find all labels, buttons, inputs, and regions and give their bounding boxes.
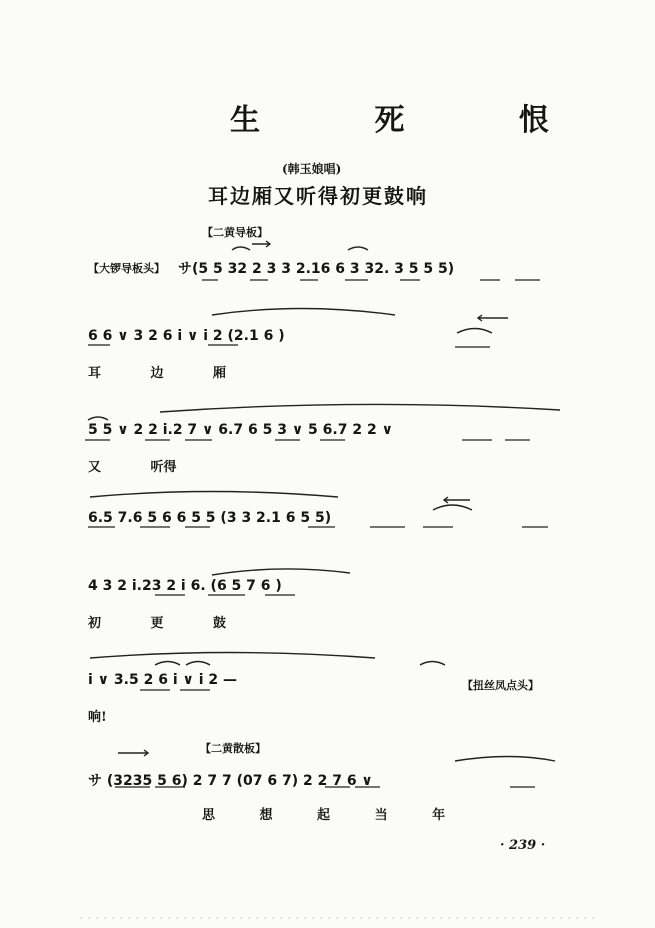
staff-line-7-lyrics: 思 想 起 当 年: [202, 808, 446, 823]
tempo-mark-erhuang-daoban: 【二黄导板】: [202, 226, 268, 239]
staff-line-4-notes: 6.5 7.6 5 6 6 5 5 (3 3 2.1 6 5 5): [88, 510, 332, 526]
staff-line-3-notes: 5 5 ∨ 2 2 i.2 7 ∨ 6.7 6 5 3 ∨ 5 6.7 2 2 ∨: [88, 422, 393, 438]
staff-line-5-notes: 4 3 2 i.23 2 i 6. (6 5 7 6 ): [88, 578, 282, 594]
page-number: · 239 ·: [500, 838, 546, 853]
tempo-mark-da-luo-daoban-tou: 【大锣导板头】: [88, 262, 165, 275]
first-line-title: 耳边厢又听得初更鼓响: [208, 184, 428, 208]
page-title: 生 死 恨: [230, 103, 601, 138]
tempo-mark-erhuang-sanban: 【二黄散板】: [200, 742, 266, 755]
staff-line-3-lyrics: 又 听得: [88, 460, 177, 475]
staff-line-7-notes: サ (3235 5 6) 2 7 7 (07 6 7) 2 2 7 6 ∨: [88, 773, 373, 789]
staff-line-2-lyrics: 耳 边 厢: [88, 366, 227, 381]
staff-line-6-lyrics: 响!: [88, 710, 107, 725]
staff-line-2-notes: 6 6 ∨ 3 2 6 i ∨ i 2 (2.1 6 ): [88, 328, 285, 344]
tempo-mark-niusi-fengdiantou: 【扭丝凤点头】: [462, 679, 539, 692]
staff-line-1-notes: サ(5 5 32 2 3 3 2.16 6 3 32. 3 5 5 5): [178, 261, 455, 277]
staff-line-5-lyrics: 初 更 鼓: [88, 616, 227, 631]
staff-line-6-notes: i ∨ 3.5 2 6 i ∨ i 2 —: [88, 672, 238, 688]
singer-credit: (韩玉娘唱): [282, 162, 342, 176]
